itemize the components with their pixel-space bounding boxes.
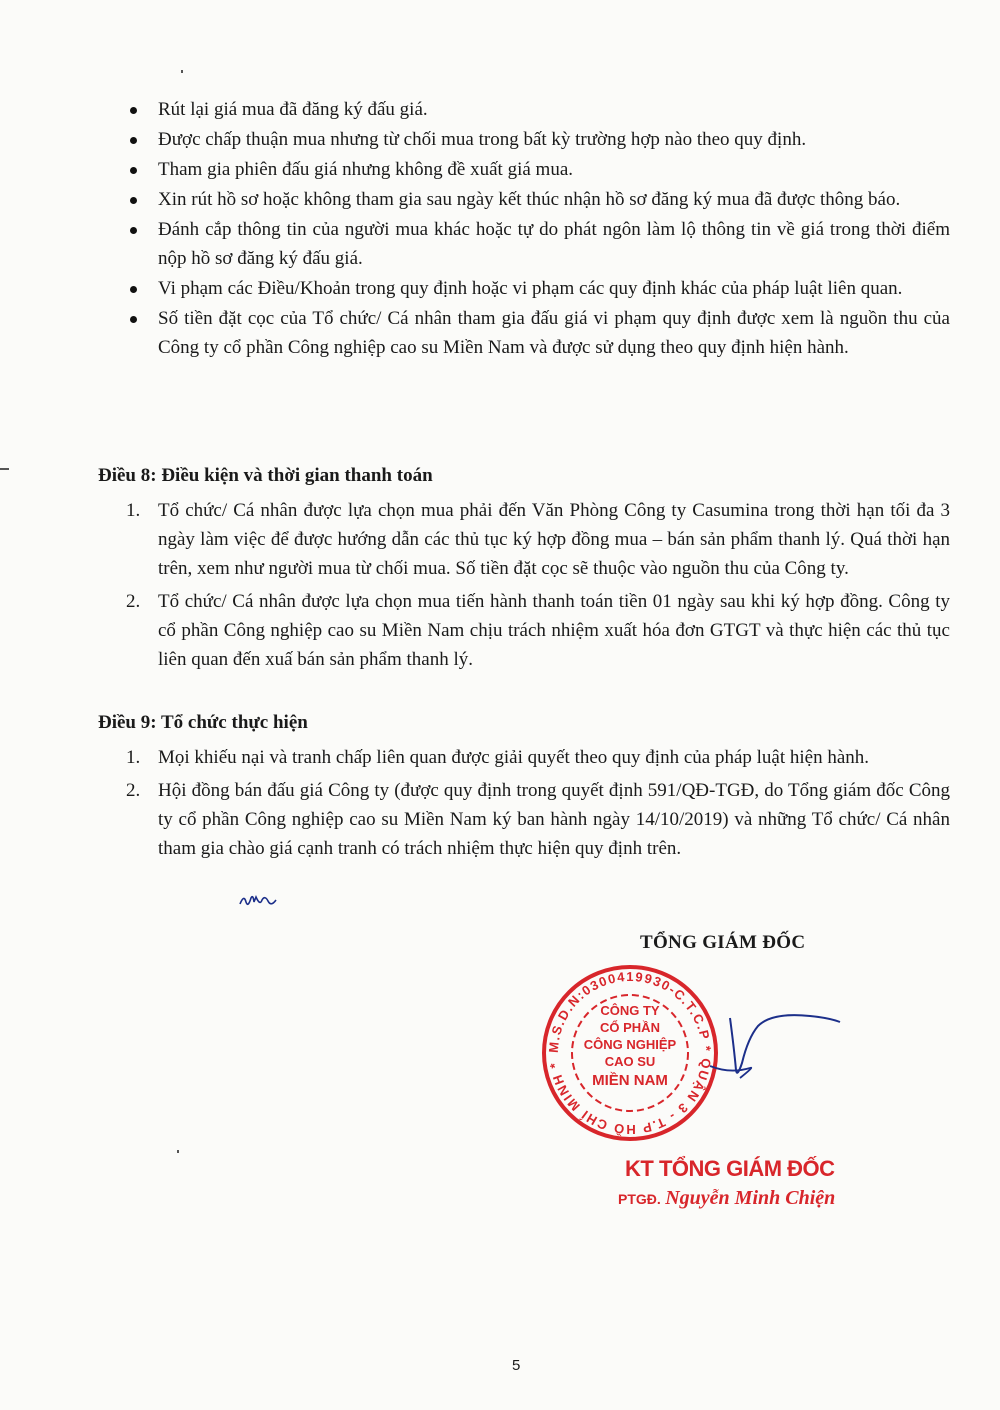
page-number: 5 <box>512 1357 521 1374</box>
item-text: Mọi khiếu nại và tranh chấp liên quan được giải quyết theo quy định của pháp luật hiện hành. <box>158 747 870 768</box>
signer-title: KT TỔNG GIÁM ĐỐC <box>625 1156 835 1181</box>
signer-name-line <box>618 1187 835 1210</box>
scan-mark <box>177 1150 179 1153</box>
item-text: Hội đồng bán đấu giá Công ty (được quy định trong quyết định 591/QĐ-TGĐ, do Tổng giám đốc Công ty cổ phần Công nghiệp cao su Miền Nam ký ban hành ngày 14/10/2019) và những Tổ chức/ Cá nhân tham gia chào giá cạnh tranh có trách nhiệm thực hiện quy định trên. <box>158 780 950 859</box>
list-item <box>120 155 950 184</box>
article-9-list <box>120 743 950 863</box>
bullet-text: Vi phạm các Điều/Khoản trong quy định hoặc vi phạm các quy định khác của pháp luật liên quan. <box>158 278 903 299</box>
list-item <box>120 304 950 362</box>
company-seal-stamp <box>535 958 725 1148</box>
handwritten-signature <box>700 1008 860 1088</box>
handwritten-initials <box>238 892 278 910</box>
signer-prefix: PTGĐ. <box>618 1191 661 1207</box>
list-item <box>120 215 950 273</box>
bullet-icon <box>130 197 137 204</box>
violation-bullet-list <box>120 95 950 363</box>
bullet-icon <box>130 316 137 323</box>
bullet-icon <box>130 167 137 174</box>
list-item <box>120 274 950 303</box>
seal-line: CÔNG TY <box>600 1003 660 1018</box>
seal-line: CÔNG NGHIỆP <box>583 1037 677 1052</box>
bullet-text: Xin rút hồ sơ hoặc không tham gia sau ngày kết thúc nhận hồ sơ đăng ký mua đã được thông báo. <box>158 189 901 210</box>
seal-line: MIỀN NAM <box>592 1072 668 1089</box>
list-item <box>120 743 950 772</box>
bullet-icon <box>130 107 137 114</box>
list-item <box>120 125 950 154</box>
item-number: 1. <box>126 500 141 521</box>
list-item <box>120 776 950 863</box>
bullet-text: Được chấp thuận mua nhưng từ chối mua trong bất kỳ trường hợp nào theo quy định. <box>158 129 807 150</box>
article-8-list <box>120 496 950 674</box>
article-9-heading: Điều 9: Tổ chức thực hiện <box>98 712 308 733</box>
item-number: 1. <box>126 747 141 768</box>
list-item <box>120 496 950 583</box>
seal-line: CỔ PHẦN <box>600 1020 660 1035</box>
bullet-text: Tham gia phiên đấu giá nhưng không đề xuất giá mua. <box>158 159 574 180</box>
bullet-icon <box>130 286 137 293</box>
director-title: TỔNG GIÁM ĐỐC <box>640 932 806 953</box>
item-number: 2. <box>126 591 141 612</box>
item-number: 2. <box>126 780 141 801</box>
scan-mark <box>0 468 9 470</box>
bullet-text: Đánh cắp thông tin của người mua khác hoặc tự do phát ngôn làm lộ thông tin về giá trong thời điểm nộp hồ sơ đăng ký đấu giá. <box>158 219 950 269</box>
item-text: Tổ chức/ Cá nhân được lựa chọn mua phải đến Văn Phòng Công ty Casumina trong thời hạn tối đa 3 ngày làm việc để được hướng dẫn các thủ tục ký hợp đồng mua – bán sản phẩm thanh lý. Quá thời hạn trên, xem như người mua từ chối mua. Số tiền đặt cọc sẽ thuộc vào nguồn thu của Công ty. <box>158 500 950 579</box>
seal-line: CAO SU <box>604 1054 656 1069</box>
list-item <box>120 95 950 124</box>
list-item <box>120 185 950 214</box>
signer-name: Nguyễn Minh Chiện <box>665 1187 836 1209</box>
scan-mark <box>181 70 183 73</box>
bullet-icon <box>130 227 137 234</box>
article-8-heading: Điều 8: Điều kiện và thời gian thanh toán <box>98 465 433 486</box>
item-text: Tổ chức/ Cá nhân được lựa chọn mua tiến hành thanh toán tiền 01 ngày sau khi ký hợp đồng. Công ty cổ phần Công nghiệp cao su Miền Nam chịu trách nhiệm xuất hóa đơn GTGT và thực hiện các thủ tục liên quan đến xuấ bán sản phẩm thanh lý. <box>158 591 950 670</box>
bullet-icon <box>130 137 137 144</box>
seal-ring-text: M.S.D.N:0300419930-C.T.C.P * QUẬN 3 - T.P HỒ CHÍ MINH * <box>545 968 715 1138</box>
list-item <box>120 587 950 674</box>
bullet-text: Số tiền đặt cọc của Tổ chức/ Cá nhân tham gia đấu giá vi phạm quy định được xem là nguồn thu của Công ty cổ phần Công nghiệp cao su Miền Nam và được sử dụng theo quy định hiện hành. <box>158 308 950 358</box>
bullet-text: Rút lại giá mua đã đăng ký đấu giá. <box>158 99 428 120</box>
